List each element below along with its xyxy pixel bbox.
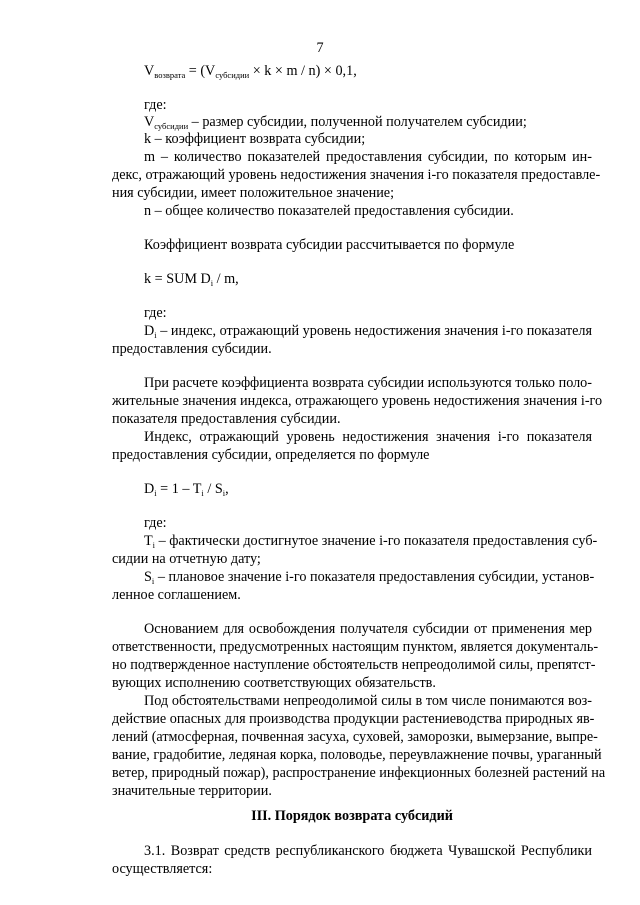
paragraph-line: ветер, природный пожар), распространение инфекционных болезней растений на [112, 765, 606, 781]
paragraph-line: но подтвержденное наступление обстоятельств непреодолимой силы, препятст- [112, 657, 596, 673]
paragraph-line: Индекс, отражающий уровень недостижения значения i-го показателя [144, 429, 592, 445]
definition-m-line: m – количество показателей предоставления субсидии, по которым ин- [144, 149, 592, 165]
paragraph-line: осуществляется: [112, 861, 213, 877]
where-label: где: [144, 305, 167, 321]
paragraph-line: ответственности, предусмотренных настоящим пунктом, является документаль- [112, 639, 599, 655]
definition-t: $T_i$ – фактически достигнутое значение i-го показателя предоставления суб- [144, 533, 598, 550]
formula-return-amount: $V_{возврата} = (V_{субсидии} \times k \times m / n) \times 0,1$, [144, 63, 357, 80]
paragraph-line: При расчете коэффициента возврата субсидии используются только поло- [144, 375, 592, 391]
definition-m-line: ния субсидии, имеет положительное значение; [112, 185, 395, 201]
paragraph-line: Под обстоятельствами непреодолимой силы в том числе понимаются воз- [144, 693, 592, 709]
definition-d: $D_i$ – индекс, отражающий уровень недостижения значения i-го показателя [144, 323, 592, 340]
definition-n: n – общее количество показателей предоставления субсидии. [144, 203, 514, 219]
definition-s: $S_i$ – плановое значение i-го показателя предоставления субсидии, установ- [144, 569, 595, 586]
definition-k: k – коэффициент возврата субсидии; [144, 131, 366, 147]
k-intro: Коэффициент возврата субсидии рассчитывается по формуле [144, 237, 515, 253]
paragraph-line: вующих исполнению соответствующих обязательств. [112, 675, 436, 691]
where-label: где: [144, 97, 167, 113]
definition-v-subsidy: $V_{субсидии}$ – размер субсидии, полученной получателем субсидии; [144, 114, 527, 131]
paragraph-line: жительные значения индекса, отражающего уровень недостижения значения i-го [112, 393, 603, 409]
paragraph-line: Основанием для освобождения получателя субсидии от применения мер [144, 621, 592, 637]
paragraph-line: вание, градобитие, ледяная корка, половодье, переувлажнение почвы, ураганный [112, 747, 602, 763]
section-heading: III. Порядок возврата субсидий [251, 808, 453, 824]
paragraph-line: действие опасных для производства продукции растениеводства природных яв- [112, 711, 595, 727]
definition-d-line: предоставления субсидии. [112, 341, 272, 357]
paragraph-line: значительные территории. [112, 783, 272, 799]
formula-k: k = SUM $D_i$ / m, [144, 271, 239, 288]
definition-m-line: декс, отражающий уровень недостижения значения i-го показателя предоставле- [112, 167, 601, 183]
definition-s-line: ленное соглашением. [112, 587, 241, 603]
paragraph-line: предоставления субсидии, определяется по формуле [112, 447, 430, 463]
definition-t-line: сидии на отчетную дату; [112, 551, 261, 567]
paragraph-line: показателя предоставления субсидии. [112, 411, 341, 427]
paragraph-line: лений (атмосферная, почвенная засуха, суховей, заморозки, вымерзание, выпре- [112, 729, 598, 745]
paragraph-line: 3.1. Возврат средств республиканского бюджета Чувашской Республики [144, 843, 592, 859]
page-number: 7 [316, 40, 324, 56]
formula-d: $D_i = 1 - T_i / S_i$, [144, 481, 229, 498]
where-label: где: [144, 515, 167, 531]
